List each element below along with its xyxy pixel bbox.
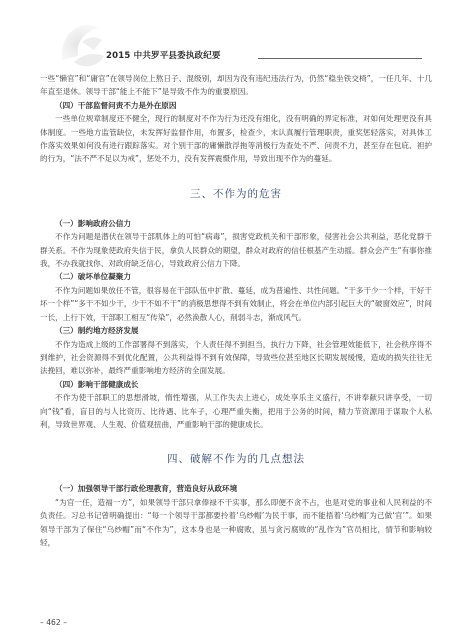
paragraph: 一些“懒官”和“庸官”在领导岗位上熬日子、混级别，却因为没有违纪违法行为，仍然“稳坐铁交椅”，一任几年、十几年直至退休。领导干部“能上不能下”是导致不作为的重要原因。 — [40, 74, 432, 97]
paragraph: 不作为造成上级的工作部署得不到落实，个人责任得不到担当，执行力下降，社会管理效能低下，社会秩序得不到维护，社会资源得不到优化配置，公共利益得不到有效保障，导致些位甚至地区长期发展缓慢，造成的损失往往无法挽回，难以弥补，最终严重影响地方经济的全面发展。 — [40, 339, 432, 376]
subheading: （一）加强领导干部行政伦理教育，营造良好从政环境 — [55, 484, 238, 494]
paragraph: 一些单位规章制度还不健全，现行的制度对不作为行为还没有细化，没有明确的界定标准，对如何处理更没有具体制度。一些地方监管缺位，未发挥好监督作用，布置多，检查少，末认真履行管理职责，重奖惩轻落实，对具体工作落实效果如何没有进行跟踪落实。对个别干部的庸懒散浮拖等消极行为查处不严、问责不力，甚至存在包庇、袒护的行为，“法不严不足以为戒”，惩处不力，没有发挥震慑作用，导致出现不作为的蔓延。 — [40, 114, 432, 164]
paragraph: 不作为使干部职工的思想滑坡，惰性增强，从工作失去上进心，成处享乐主义盛行，不讲奉献只讲享受，一切向“钱”看，盲目的与人比资历、比待遇、比车子，心理严重失衡，把用于公务的时间，精力节资源用于谋取个人私利，导致世界观、人生观、价值观扭曲，严重影响干部的健康成长。 — [40, 393, 432, 429]
running-header-title: 2015 中共罗平县委执政纪要 — [106, 51, 221, 61]
page-header — [0, 0, 471, 60]
subheading: （二）破坏单位凝聚力 — [55, 272, 131, 282]
section-heading: 三、不作为的危害 — [190, 187, 282, 200]
section-heading: 四、破解不作为的几点想法 — [167, 453, 305, 466]
subheading: （四）影响干部健康成长 — [55, 379, 139, 389]
subheading: （四）干部监督问责不力是外在原因 — [55, 100, 177, 110]
paragraph: 不作为问题如果放任不管，很容易在干部队伍中扩散、蔓延，成为普遍性、共性问题。“干多干少一个样，干好干坏一个样”“多干不如少干，少干不如不干”的消极思想得不到有效制止，将会在单位内部引起巨大的“破窗效应”，时间一长，上行下效，干部职工相互“传染”，必然涣散人心，削弱斗志，渐成风气。 — [40, 285, 432, 322]
paragraph: 不作为问题是潜伏在领导干部肌体上的可怕“病毒”，损害党政机关和干部形象，侵害社会公共利益，恶化党群干群关系。不作为现象使政府失信于民，拿负人民群众的期望，群众对政府的信任根基产生动摇。群众会产生“有事你推我，不办我就找你、对政府缺乏信心，导致政府公信力下降。 — [40, 232, 432, 269]
paragraph: “为官一任，造福一方”，如果领导干部只拿俸禄不干实事，那么即便不贪不占，也是对党的事业和人民利益的不负责任。习总书记曾明确提出：“每一个领导干部都要拎着‘乌纱帽’为民干事，而不能捂着‘乌纱帽’为己做‘官’”。如果领导干部为了保住“乌纱帽”而“不作为”，这本身也是一种腐败，虽与贪污腐败的“乱作为”官员相比，情节和影响较轻， — [40, 497, 432, 547]
subheading: （一）影响政府公信力 — [55, 218, 131, 228]
subheading: （三）制约地方经济发展 — [55, 326, 139, 336]
header-rule — [258, 58, 422, 59]
party-emblem-watermark-icon — [54, 20, 114, 68]
page-body — [40, 72, 432, 549]
page-number: – 462 – — [40, 618, 67, 627]
